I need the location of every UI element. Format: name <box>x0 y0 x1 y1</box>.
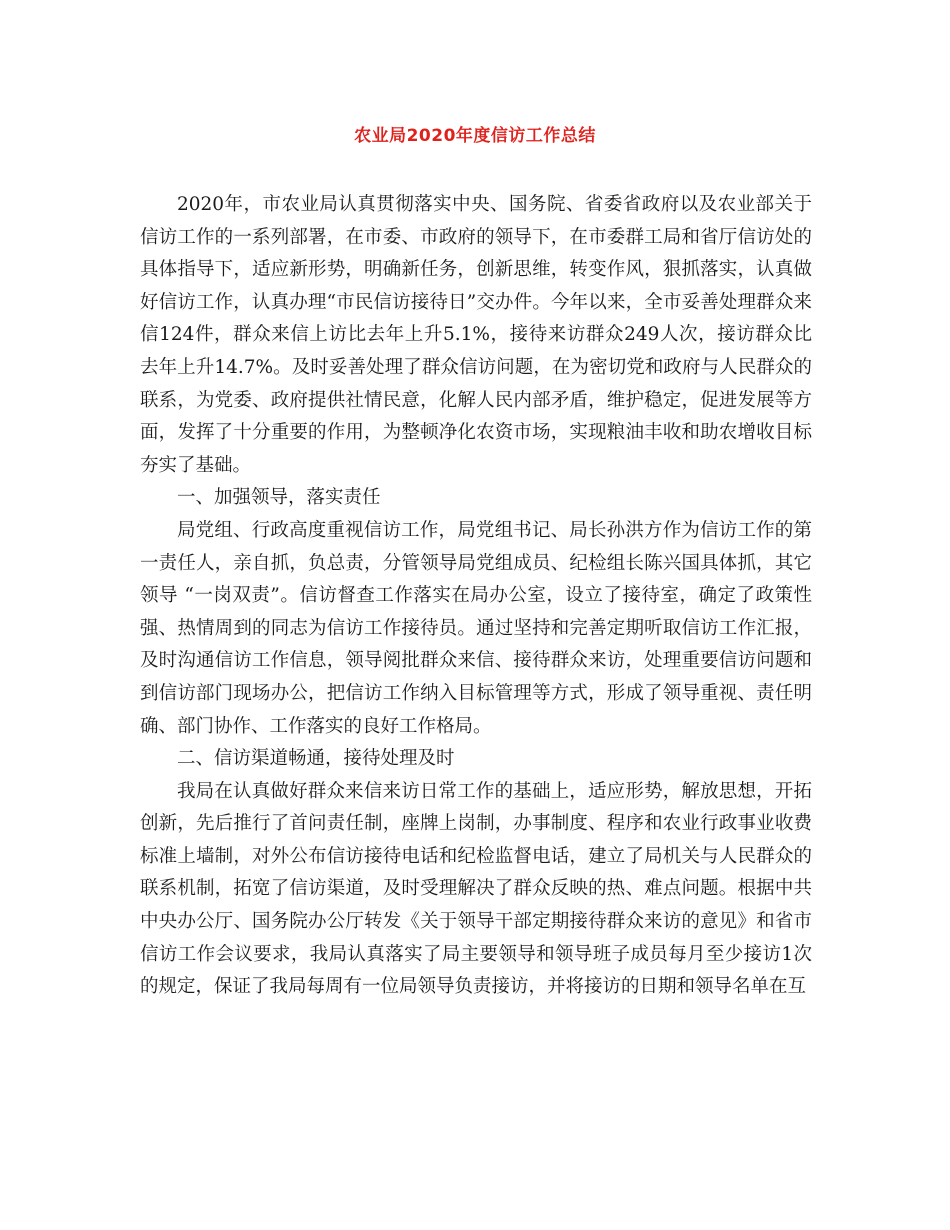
intro-paragraph: 2020年，市农业局认真贯彻落实中央、国务院、省委省政府以及农业部关于信访工作的一系列部署，在市委、市政府的领导下，在市委群工局和省厅信访处的具体指导下，适应新形势，明确新任务，创新思维，转变作风，狠抓落实，认真做好信访工作，认真办理“市民信访接待日”交办件。今年以来，全市妥善处理群众来信124件，群众来信上访比去年上升5.1%，接待来访群众249人次，接访群众比去年上升14.7%。及时妥善处理了群众信访问题，在为密切党和政府与人民群众的联系，为党委、政府提供社情民意，化解人民内部矛盾，维护稳定，促进发展等方面，发挥了十分重要的作用，为整顿净化农资市场，实现粮油丰收和助农增收目标夯实了基础。 <box>140 194 812 476</box>
document-title: 农业局2020年度信访工作总结 <box>354 126 596 146</box>
section-2-paragraph: 我局在认真做好群众来信来访日常工作的基础上，适应形势，解放思想，开拓创新，先后推行了首问责任制，座牌上岗制，办事制度、程序和农业行政事业收费标准上墙制，对外公布信访接待电话和纪检监督电话，建立了局机关与人民群众的联系机制，拓宽了信访渠道，及时受理解决了群众反映的热、难点问题。根据中共中央办公厅、国务院办公厅转发《关于领导干部定期接待群众来访的意见》和省市信访工作会议要求，我局认真落实了局主要领导和领导班子成员每月至少接访1次的规定，保证了我局每周有一位局领导负责接访，并将接访的日期和领导名单在互 <box>140 780 812 998</box>
section-heading-2: 二、信访渠道畅通，接待处理及时 <box>177 748 455 770</box>
document-body <box>140 189 812 1004</box>
section-heading-1: 一、加强领导，落实责任 <box>177 487 381 509</box>
section-1-paragraph: 局党组、行政高度重视信访工作，局党组书记、局长孙洪方作为信访工作的第一责任人，亲自抓，负总责，分管领导局党组成员、纪检组长陈兴国具体抓，其它领导 “一岗双责”。信访督查工作落实在局办公室，设立了接待室，确定了政策性强、热情周到的同志为信访工作接待员。通过坚持和完善定期听取信访工作汇报，及时沟通信访工作信息，领导阅批群众来信、接待群众来访，处理重要信访问题和到信访部门现场办公，把信访工作纳入目标管理等方式，形成了领导重视、责任明确、部门协作、工作落实的良好工作格局。 <box>140 519 812 737</box>
